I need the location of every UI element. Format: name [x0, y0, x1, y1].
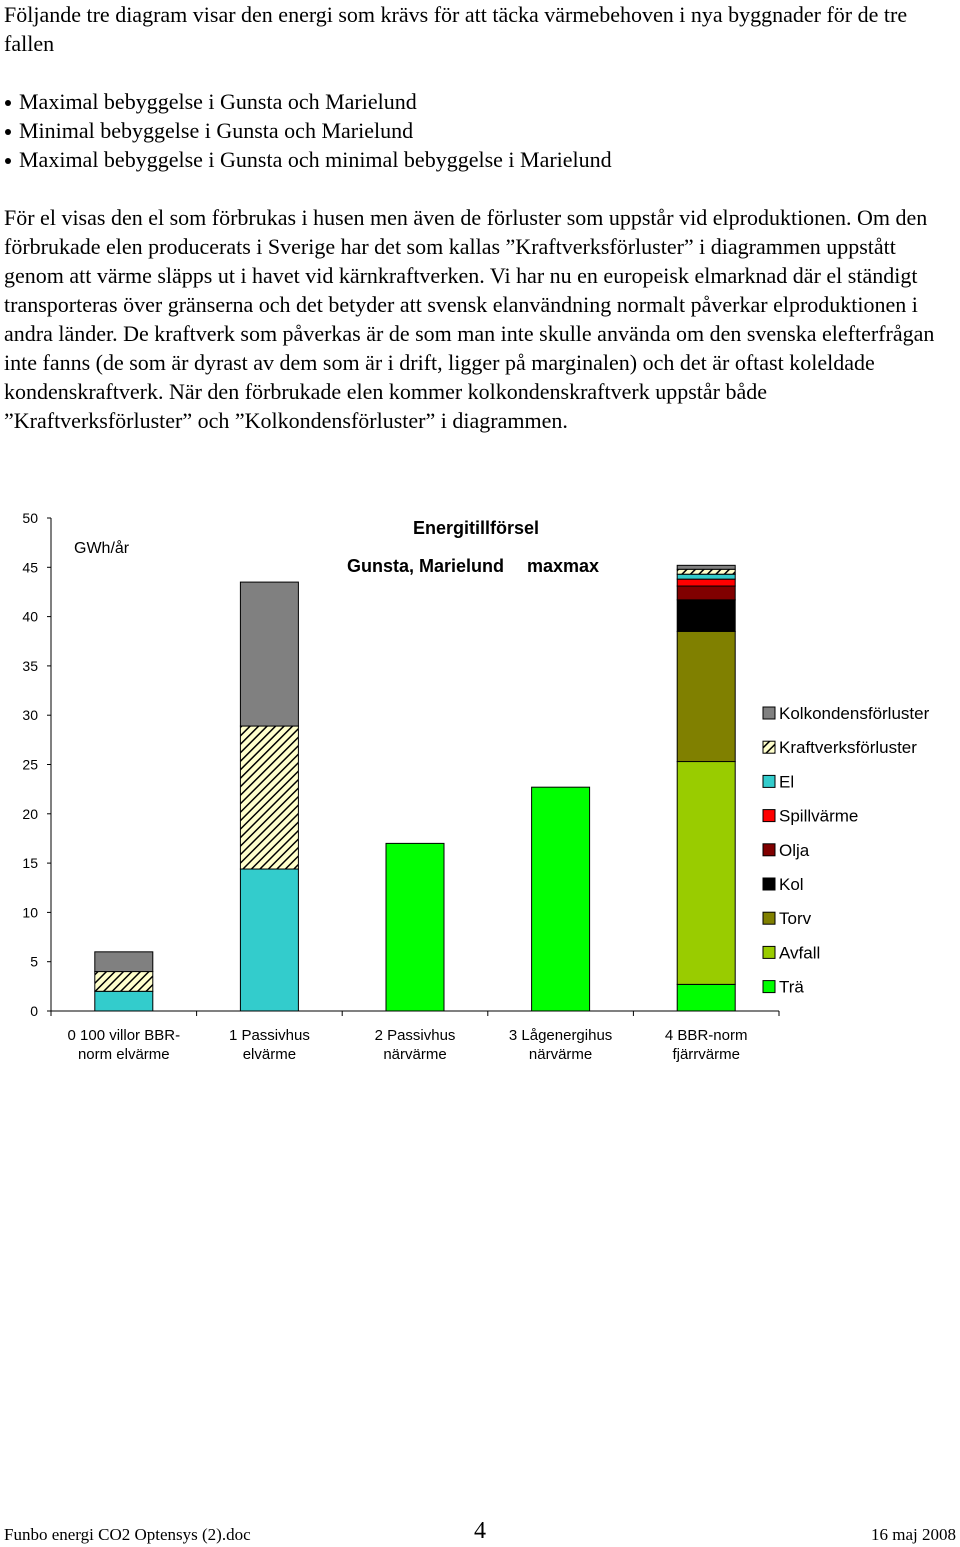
legend-label: Trä	[779, 977, 804, 997]
chart-subtitle-left: Gunsta, Marielund	[347, 556, 505, 576]
legend-label: Kolkondensförluster	[779, 704, 930, 723]
intro-paragraph: Följande tre diagram visar den energi som krävs för att täcka värmebehoven i nya byggnader för de tre fallen	[4, 2, 908, 56]
y-tick-label: 10	[22, 904, 38, 921]
footer-filename: Funbo energi CO2 Optensys (2).doc	[4, 1525, 251, 1544]
x-tick-label: 3 Lågenergihus	[508, 1027, 613, 1044]
x-tick-label: norm elvärme	[77, 1046, 170, 1063]
page-footer	[4, 1518, 956, 1546]
y-tick-label: 35	[22, 657, 38, 674]
bar-segment	[240, 582, 298, 726]
y-tick-label: 45	[22, 559, 38, 576]
bar-segment	[677, 574, 735, 579]
energy-supply-chart	[0, 500, 960, 1080]
bar-segment	[95, 991, 153, 1011]
y-tick-label: 15	[22, 855, 38, 872]
x-tick-label: närvärme	[528, 1046, 593, 1063]
y-tick-label: 40	[22, 608, 38, 625]
x-tick-label: 0 100 villor BBR-	[67, 1027, 181, 1044]
bar-segment	[677, 586, 735, 600]
chart-ylabel: GWh/år	[74, 540, 130, 557]
bar-segment	[677, 762, 735, 985]
legend-label: Torv	[779, 909, 812, 929]
bar-segment	[677, 565, 735, 569]
bar-segment	[677, 600, 735, 632]
x-tick-label: närvärme	[383, 1046, 447, 1063]
bars-group	[95, 565, 735, 1011]
legend-swatch	[763, 946, 775, 958]
legend-swatch	[763, 878, 775, 890]
x-tick-label: 4 BBR-norm	[664, 1027, 748, 1044]
legend-label: Olja	[779, 840, 810, 860]
legend-swatch	[763, 707, 775, 719]
legend-swatch	[763, 981, 775, 993]
explanation-paragraph: För el visas den el som förbrukas i husen men även de förluster som uppstår vid elproduktionen. Om den förbrukade elen producerats i Sverige har det som kallas ”Kraftverksförluster” i diagrammen uppstått genom att värme släpps ut i havet vid kärnkraftverken. Vi har nu en europeisk elmarknad där el ständigt transporteras över gränserna och det betyder att svensk elanvändning normalt påverkar elproduktionen i andra länder. De kraftverk som påverkas är de som man inte skulle använda om den svenska elefterfrågan inte fanns (de som är dyrast av dem som är i drift, ligger på marginalen) och det är oftast koleldade kondenskraftverk. När den förbrukade elen kommer kolkondenskraftverk uppstår både ”Kraftverksförluster” och ”Kolkondensförluster” i diagrammen.	[4, 205, 935, 433]
y-tick-label: 0	[30, 1003, 38, 1019]
x-tick-label: 1 Passivhus	[228, 1027, 310, 1044]
y-tick-label: 20	[22, 805, 38, 822]
bar-segment	[240, 869, 298, 1011]
y-tick-label: 30	[22, 707, 38, 724]
bar-segment	[677, 569, 735, 574]
legend-label: Kraftverksförluster	[779, 738, 917, 758]
legend-label: Kol	[779, 875, 804, 894]
x-tick-label: 2 Passivhus	[374, 1027, 456, 1044]
legend-label: Spillvärme	[779, 806, 859, 826]
x-labels-group	[68, 1027, 748, 1063]
bar-segment	[95, 972, 153, 992]
bar-segment	[386, 843, 444, 1011]
x-tick-label: elvärme	[242, 1046, 297, 1063]
x-tick-label: fjärrvärme	[672, 1046, 740, 1063]
bar-segment	[240, 726, 298, 869]
y-tick-label: 5	[30, 953, 38, 970]
y-tick-label: 25	[22, 756, 38, 773]
legend-swatch	[763, 775, 775, 787]
legend-swatch	[763, 912, 775, 924]
chart-title: Energitillförsel	[412, 518, 540, 538]
y-tick-label: 50	[22, 510, 38, 526]
chart-subtitle-right: maxmax	[527, 556, 600, 576]
bullet-item: Maximal bebyggelse i Gunsta och minimal bebyggelse i Marielund	[4, 145, 956, 174]
document-body	[4, 0, 956, 435]
bullet-list	[4, 87, 956, 174]
bar-segment	[677, 984, 735, 1011]
legend-label: El	[779, 772, 795, 792]
bar-segment	[95, 952, 153, 972]
bullet-item: Minimal bebyggelse i Gunsta och Marielund	[4, 116, 956, 145]
legend	[763, 704, 930, 997]
legend-swatch	[763, 844, 775, 856]
bar-segment	[677, 631, 735, 761]
footer-page-number: 4	[474, 1518, 486, 1544]
legend-swatch	[763, 741, 775, 753]
bar-segment	[532, 787, 590, 1011]
bar-segment	[677, 579, 735, 586]
legend-swatch	[763, 810, 775, 822]
bullet-item: Maximal bebyggelse i Gunsta och Marielund	[4, 87, 956, 116]
footer-date: 16 maj 2008	[871, 1525, 956, 1544]
legend-label: Avfall	[779, 943, 821, 963]
